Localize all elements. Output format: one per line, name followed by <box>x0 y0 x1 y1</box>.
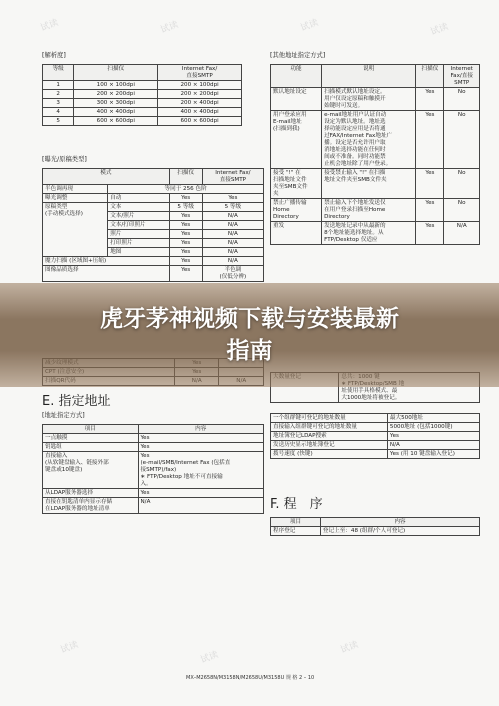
table-cell: Yes <box>169 257 202 266</box>
table-cell: Yes <box>169 221 202 230</box>
table-cell: 200 × 200dpi <box>158 90 242 99</box>
resolution-table <box>42 64 242 126</box>
table-cell: No <box>444 88 480 111</box>
table-cell: 200 × 100dpi <box>158 81 242 90</box>
table-cell: 原稿类型 (手动模式选择) <box>43 203 108 257</box>
table-cell: Yes <box>138 443 264 452</box>
table-cell: 5 <box>43 117 74 126</box>
page-footer: MX–M2658N/M3158N/M2658U/M3158U 规 格 2 – 10 <box>186 675 315 681</box>
table-header-cell: 模式 <box>43 169 170 185</box>
table-cell: 登记上至：48 (组群/个人可登记) <box>320 527 479 536</box>
table-cell: Yes <box>169 266 202 282</box>
table-row <box>43 81 242 90</box>
table-cell: 重发 <box>271 222 322 245</box>
table-row <box>271 527 480 536</box>
other-address-table <box>270 64 480 245</box>
table-cell: 曝光调整 <box>43 194 108 203</box>
table-header-cell: 项目 <box>271 518 321 527</box>
table-cell: Yes <box>169 194 202 203</box>
table-cell: N/A <box>202 239 263 248</box>
table-cell: 4 <box>43 108 74 117</box>
table-cell: 半色调 (仅低分辨) <box>202 266 263 282</box>
table-cell: Yes <box>416 88 444 111</box>
table-cell: No <box>444 199 480 222</box>
table-cell: 从LDAP服务器选择 <box>43 489 139 498</box>
table-cell: Yes <box>138 489 264 498</box>
table-cell: 文本 <box>108 203 169 212</box>
table-header-cell: 扫描仪 <box>74 65 158 81</box>
watermark: 试读 <box>159 20 180 36</box>
table-cell: 5 等级 <box>202 203 263 212</box>
table-row <box>271 199 480 222</box>
table-cell: 半色调再现 <box>43 185 108 194</box>
table-cell: 一个组群键可登记的地址数量 <box>271 414 388 423</box>
watermark: 试读 <box>39 18 60 34</box>
table-cell: 3 <box>43 99 74 108</box>
table-row <box>271 432 480 441</box>
table-cell: 打印照片 <box>108 239 169 248</box>
watermark: 试读 <box>59 640 80 656</box>
registration-table <box>270 413 480 459</box>
table-cell: 5 等级 <box>169 203 202 212</box>
table-cell: N/A <box>444 222 480 245</box>
table-cell: 200 × 400dpi <box>158 99 242 108</box>
table-cell: 默认地址设定 <box>271 88 322 111</box>
table-cell: 文本/照片 <box>108 212 169 221</box>
table-cell: 一点触摸 <box>43 434 139 443</box>
table-cell: 200 × 200dpi <box>74 90 158 99</box>
table-row <box>43 443 264 452</box>
table-row <box>43 117 242 126</box>
table-row <box>271 111 480 169</box>
table-cell: 5000地址 (包括1000键) <box>387 423 479 432</box>
table-cell: N/A <box>202 257 263 266</box>
table-cell: Yes <box>416 199 444 222</box>
table-cell: 1 <box>43 81 74 90</box>
watermark: 试读 <box>339 640 360 656</box>
watermark: 试读 <box>199 650 220 666</box>
table-cell: 图像品质选择 <box>43 266 170 282</box>
exposure-table <box>42 168 264 282</box>
table-header-cell: Internet Fax/ 直接SMTP <box>202 169 263 185</box>
table-cell: Yes <box>416 222 444 245</box>
table-cell: 最大500地址 <box>387 414 479 423</box>
table-header-cell: 内容 <box>138 425 264 434</box>
table-cell: Yes <box>416 169 444 199</box>
table-cell: Yes <box>169 248 202 257</box>
table-cell: 600 × 600dpi <box>158 117 242 126</box>
watermark: 试读 <box>429 22 450 38</box>
table-cell: 用户登录应用 E-mail地址 (扫描到我) <box>271 111 322 169</box>
table-cell: Yes <box>138 434 264 443</box>
table-cell: 直接输入 (从软键盘输入、链接外部 键盘或10键盘) <box>43 452 139 489</box>
table-header-cell: 内容 <box>320 518 479 527</box>
table-cell: No <box>444 111 480 169</box>
table-header-cell: Internet Fax/ 直接SMTP <box>158 65 242 81</box>
title-banner <box>0 283 499 387</box>
table-cell: N/A <box>202 212 263 221</box>
table-cell: 拨号速度 (快键) <box>271 450 388 459</box>
table-header-cell: 功能 <box>271 65 322 88</box>
table-cell: 发送地址记录中从最新的 8个地址能选择地址。从 FTP/Desktop 仅适应 <box>322 222 416 245</box>
table-cell: N/A <box>202 248 263 257</box>
table-cell: 直接在钥匙清单内显示存储 在LDAP服务器的地址清单 <box>43 498 139 514</box>
table-cell: 400 × 400dpi <box>74 108 158 117</box>
table-cell: 照片 <box>108 230 169 239</box>
table-cell: 直接输入组群键可登记的地址数量 <box>271 423 388 432</box>
table-cell: 钥匙组 <box>43 443 139 452</box>
table-cell: 接受禁止输入 "!" 在扫描 地址文件夹至SMB文件夹 <box>322 169 416 199</box>
table-cell: 禁止广播传输 Home Directory <box>271 199 322 222</box>
table-cell: Yes <box>387 432 479 441</box>
table-cell: 自动 <box>108 194 169 203</box>
table-cell: 接受 "!" 在 扫描地址文件 夹至SMB文件 夹 <box>271 169 322 199</box>
table-cell: Yes (e-mail/SMB/Internet Fax (包括直 接SMTP)/fax) ∗ FTP/Desktop 地址不可直接输 入。 <box>138 452 264 489</box>
table-row <box>43 434 264 443</box>
table-cell: Yes <box>169 239 202 248</box>
table-cell: 文本/打印照片 <box>108 221 169 230</box>
resolution-title: [解析度] <box>42 52 66 59</box>
table-cell: Yes (用 10 键盘输入登记) <box>387 450 479 459</box>
section-f-heading: F. 程 序 <box>270 497 323 512</box>
table-cell: N/A <box>202 230 263 239</box>
program-table <box>270 517 480 536</box>
section-e-heading: E. 指定地址 <box>42 394 111 409</box>
table-cell: 地址簿登记LDAP搜索 <box>271 432 388 441</box>
table-cell: No <box>444 169 480 199</box>
table-row <box>43 108 242 117</box>
table-cell: 400 × 400dpi <box>158 108 242 117</box>
table-cell: 600 × 600dpi <box>74 117 158 126</box>
table-cell: 2 <box>43 90 74 99</box>
watermark: 试读 <box>299 18 320 34</box>
table-cell: 禁止输入下个地址发送仅 在用户登录扫描至Home Directory <box>322 199 416 222</box>
table-header-cell: 项目 <box>43 425 139 434</box>
table-cell: 等同于 256 色阶 <box>108 185 264 194</box>
table-cell: N/A <box>202 221 263 230</box>
table-header-cell: 扫描仪 <box>169 169 202 185</box>
table-header-cell: 扫描仪 <box>416 65 444 88</box>
table-cell: 发送历史显示地址簿登记 <box>271 441 388 450</box>
table-cell: 100 × 100dpi <box>74 81 158 90</box>
table-cell: Yes <box>169 230 202 239</box>
address-method-title: [地址指定方式] <box>42 412 85 419</box>
exposure-title: [曝光/原稿类型] <box>42 156 87 163</box>
table-row <box>271 222 480 245</box>
table-row <box>271 414 480 423</box>
table-row <box>43 90 242 99</box>
table-cell: 地图 <box>108 248 169 257</box>
table-row <box>271 423 480 432</box>
table-cell: 址使用手具格模式、最 大1000地址将被登记。 <box>339 373 480 403</box>
table-cell: Yes <box>202 194 263 203</box>
table-row <box>43 99 242 108</box>
other-address-title: [其他地址指定方式] <box>270 52 326 59</box>
address-table <box>42 424 264 514</box>
table-cell: e-mail地址用户认证自动 设定为默认地址。地址选 择功能设定应用是否将通 过FAX/Internet Fax地址广 播。设定是否允许用户取 消地址选择功能在任何时 间或不准备。同时功能禁 止机会地址除了用户登录。 <box>322 111 416 169</box>
table-header-cell: 说明 <box>322 65 416 88</box>
table-cell: Yes <box>169 212 202 221</box>
table-cell: Yes <box>416 111 444 169</box>
table-row <box>271 450 480 459</box>
table-row <box>43 489 264 498</box>
table-cell: N/A <box>387 441 479 450</box>
table-cell: 程序登记 <box>271 527 321 536</box>
table-header-cell: 等级 <box>43 65 74 81</box>
table-row <box>271 169 480 199</box>
table-row <box>43 498 264 514</box>
banner-title: 虎牙茅神视频下载与安装最新 指南 <box>100 306 399 364</box>
table-row <box>43 452 264 489</box>
table-cell: 魔力扫描 (区域图+压缩) <box>43 257 170 266</box>
table-header-cell: Internet Fax/直接 SMTP <box>444 65 480 88</box>
table-cell: 扫描模式默认地址设定。 用户仅设定原稿和触摸开 始键时可发送。 <box>322 88 416 111</box>
table-row <box>271 88 480 111</box>
table-row <box>271 441 480 450</box>
table-cell: 300 × 300dpi <box>74 99 158 108</box>
table-cell: N/A <box>138 498 264 514</box>
